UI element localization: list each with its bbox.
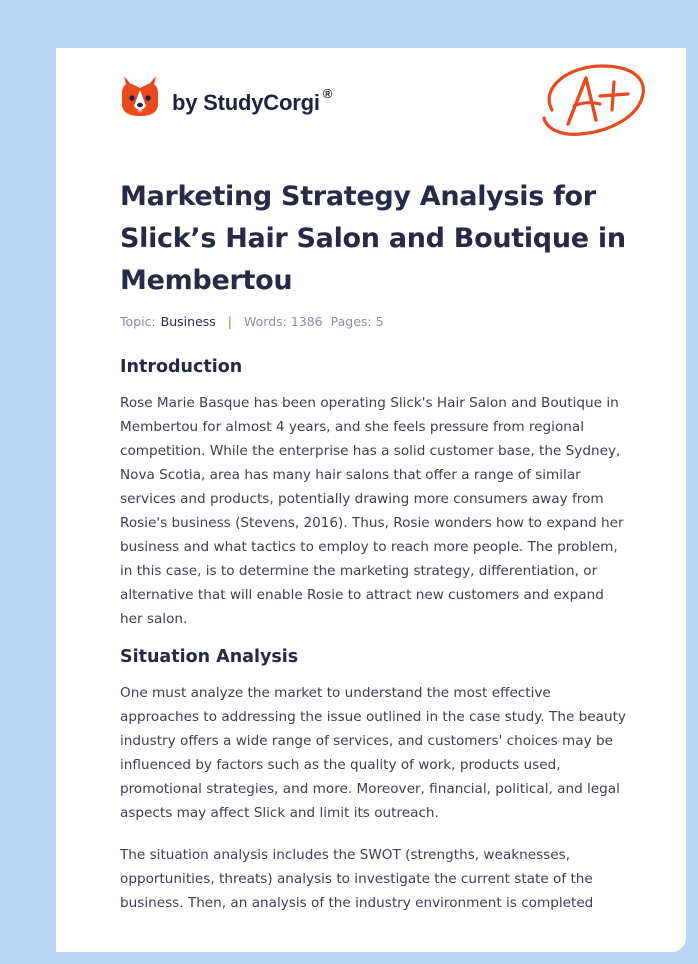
page-count: Pages: 5: [330, 314, 384, 329]
corgi-icon: [120, 74, 160, 118]
topic-label: Topic:: [120, 314, 156, 329]
section-situation-analysis: [120, 647, 628, 915]
document-meta: [120, 314, 628, 329]
studycorgi-logo[interactable]: [120, 74, 332, 118]
word-count: Words: 1386: [244, 314, 323, 329]
section-heading: Introduction: [120, 357, 243, 377]
paragraph: One must analyze the market to understand the most effective approaches to addressing the issue outlined in the case study. The beauty industry offers a wide range of services, and customers' choices may be influenced by factors such as the quality of work, products used, promotional strategies, and more. Moreover, financial, political, and legal aspects may affect Slick and limit its outreach.: [120, 685, 626, 821]
brand-name: by StudyCorgi: [172, 90, 320, 115]
header: [56, 48, 686, 158]
a-plus-grade-icon: [538, 58, 650, 142]
topic-link[interactable]: Business: [160, 314, 216, 329]
paragraph: The situation analysis includes the SWOT (strengths, weaknesses, opportunities, threats) analysis to investigate the current state of the business. Then, an analysis of the industry environment is completed: [120, 847, 594, 911]
document-title: Marketing Strategy Analysis for Slick’s Hair Salon and Boutique in Membertou: [120, 181, 626, 296]
section-introduction: [120, 357, 628, 631]
svg-text:A+: A+: [538, 58, 540, 59]
document-page: [56, 48, 686, 952]
registered-mark: ®: [322, 86, 333, 101]
section-heading: Situation Analysis: [120, 647, 299, 667]
meta-separator: |: [227, 314, 232, 329]
paragraph: Rose Marie Basque has been operating Slick's Hair Salon and Boutique in Membertou for almost 4 years, and she feels pressure from regional competition. While the enterprise has a solid customer base, the Sydney, Nova Scotia, area has many hair salons that offer a range of similar services and products, potentially drawing more consumers away from Rosie's business (Stevens, 2016). Thus, Rosie wonders how to expand her business and what tactics to employ to reach more people. The problem, in this case, is to determine the marketing strategy, differentiation, or alternative that will enable Rosie to attract new customers and expand her salon.: [120, 395, 624, 627]
article: [120, 176, 628, 915]
grade-badge: [538, 58, 650, 146]
